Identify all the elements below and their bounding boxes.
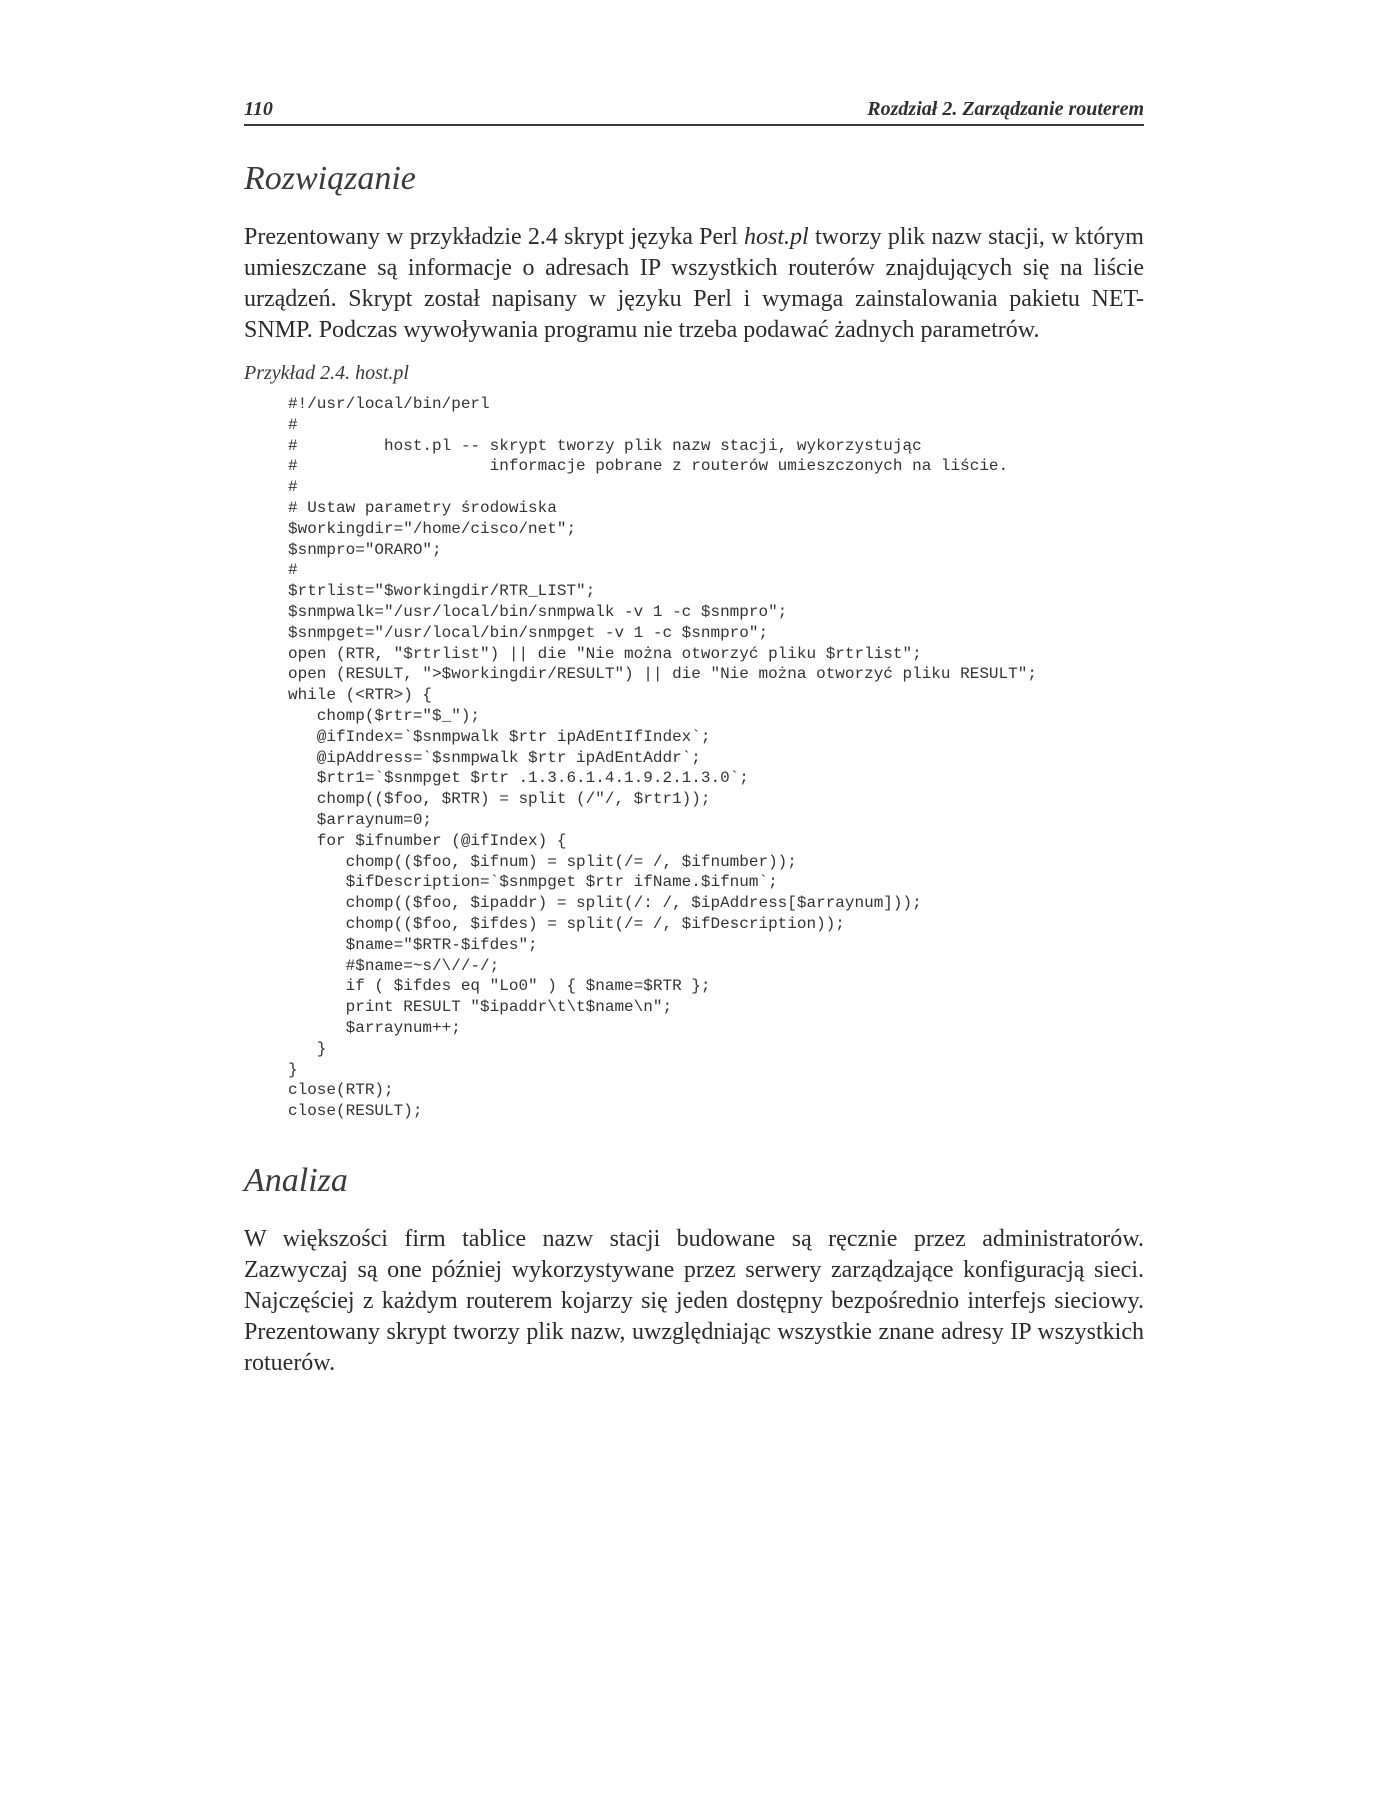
code-line: while (<RTR>) {: [288, 686, 433, 705]
code-line: $arraynum=0;: [288, 810, 433, 829]
code-line: #: [288, 561, 298, 580]
code-line: open (RESULT, ">$workingdir/RESULT") || die "Nie można otworzyć pliku RESULT";: [288, 665, 1037, 684]
code-line: # host.pl -- skrypt tworzy plik nazw stacji, wykorzystując: [288, 436, 922, 455]
example-caption: Przykład 2.4. host.pl: [244, 362, 409, 384]
code-line: chomp(($foo, $ifnum) = split(/= /, $ifnumber));: [288, 852, 797, 871]
code-line: #: [288, 478, 298, 497]
code-listing: [288, 394, 1037, 1122]
code-line: }: [288, 1039, 327, 1058]
analysis-paragraph: W większości firm tablice nazw stacji budowane są ręcznie przez administratorów. Zazwyczaj są one później wykorzystywane przez serwery zarządzające konfiguracją sieci. Najczęściej z każdym routerem kojarzy się jeden dostępny bezpośrednio interfejs sieciowy. Prezentowany skrypt tworzy plik nazw, uwzględniając wszystkie znane adresy IP wszystkich rotuerów.: [244, 1226, 1144, 1376]
code-line: chomp(($foo, $RTR) = split (/"/, $rtr1));: [288, 790, 711, 809]
solution-text-end: tworzy plik nazw stacji, w którym umieszczane są informacje o adresach IP wszystkich routerów znajdujących się na liście urządzeń. Skrypt został napisany w języku Perl i wymaga zainstalowania pakietu NET-SNMP. Podczas wywoływania programu nie trzeba podawać żadnych parametrów.: [244, 224, 1144, 343]
chapter-title: Rozdział 2. Zarządzanie routerem: [867, 98, 1144, 120]
code-line: $arraynum++;: [288, 1018, 461, 1037]
code-line: $snmpwalk="/usr/local/bin/snmpwalk -v 1 -c $snmpro";: [288, 602, 788, 621]
code-line: chomp($rtr="$_");: [288, 706, 481, 725]
code-line: # Ustaw parametry środowiska: [288, 498, 557, 517]
code-line: open (RTR, "$rtrlist") || die "Nie można otworzyć pliku $rtrlist";: [288, 644, 922, 663]
code-line: chomp(($foo, $ifdes) = split(/= /, $ifDescription));: [288, 914, 845, 933]
code-line: @ipAddress=`$snmpwalk $rtr ipAdEntAddr`;: [288, 748, 701, 767]
script-filename: host.pl: [744, 224, 809, 250]
section-heading-analysis: Analiza: [244, 1162, 348, 1199]
code-line: }: [288, 1060, 298, 1079]
code-line: @ifIndex=`$snmpwalk $rtr ipAdEntIfIndex`;: [288, 727, 711, 746]
code-line: #: [288, 415, 298, 434]
page-number: 110: [244, 98, 273, 120]
code-line: for $ifnumber (@ifIndex) {: [288, 831, 567, 850]
code-line: $ifDescription=`$snmpget $rtr ifName.$ifnum`;: [288, 873, 778, 892]
code-line: $rtr1=`$snmpget $rtr .1.3.6.1.4.1.9.2.1.3.0`;: [288, 769, 749, 788]
running-header: [244, 96, 1144, 126]
section-heading-solution: Rozwiązanie: [244, 160, 416, 197]
code-line: if ( $ifdes eq "Lo0" ) { $name=$RTR };: [288, 977, 711, 996]
code-line: $name="$RTR-$ifdes";: [288, 935, 538, 954]
code-line: chomp(($foo, $ipaddr) = split(/: /, $ipAddress[$arraynum]));: [288, 894, 922, 913]
code-line: #$name=~s/\//-/;: [288, 956, 500, 975]
code-line: # informacje pobrane z routerów umieszczonych na liście.: [288, 457, 1009, 476]
code-line: close(RESULT);: [288, 1102, 423, 1121]
code-line: #!/usr/local/bin/perl: [288, 395, 490, 413]
solution-text-start: Prezentowany w przykładzie 2.4 skrypt języka Perl: [244, 224, 745, 250]
code-line: $snmpro="ORARO";: [288, 540, 442, 559]
code-line: close(RTR);: [288, 1081, 394, 1100]
solution-paragraph: [244, 222, 1144, 346]
code-line: $rtrlist="$workingdir/RTR_LIST";: [288, 582, 596, 601]
code-line: $workingdir="/home/cisco/net";: [288, 519, 577, 538]
code-line: print RESULT "$ipaddr\t\t$name\n";: [288, 998, 673, 1017]
code-line: $snmpget="/usr/local/bin/snmpget -v 1 -c $snmpro";: [288, 623, 769, 642]
